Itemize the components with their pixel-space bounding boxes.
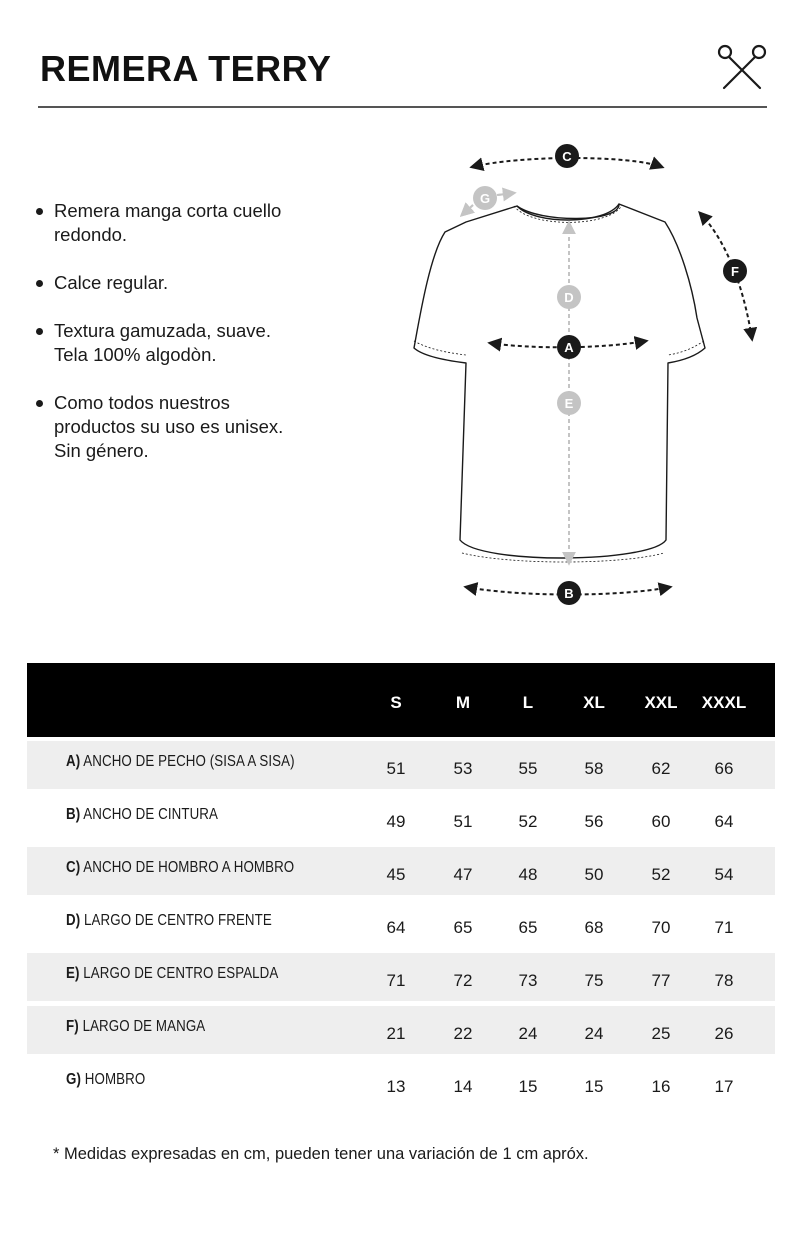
table-row: F) LARGO DE MANGA 21 22 24 24 25 26 — [27, 1006, 775, 1054]
tshirt-measurement-diagram — [400, 135, 780, 615]
page-title: REMERA TERRY — [40, 48, 332, 89]
svg-text:G: G — [479, 191, 491, 206]
header-divider — [38, 106, 767, 108]
size-header: XXL — [644, 693, 678, 712]
svg-text:B: B — [564, 586, 574, 601]
svg-text:E: E — [564, 396, 574, 411]
size-header: XXXL — [701, 693, 747, 712]
size-table — [27, 663, 775, 1112]
feature-item: Remera manga corta cuello redondo. — [34, 199, 354, 247]
svg-text:F: F — [731, 264, 739, 279]
feature-item: Textura gamuzada, suave. Tela 100% algodòn. — [34, 319, 354, 367]
marker-a — [557, 335, 581, 359]
marker-c — [555, 144, 579, 168]
table-row: G) HOMBRO 13 14 15 15 16 17 — [66, 1071, 734, 1096]
table-row: B) ANCHO DE CINTURA 49 51 52 56 60 64 — [66, 806, 734, 831]
size-header: S — [390, 693, 402, 712]
feature-item: Calce regular. — [34, 271, 354, 295]
table-row: A) ANCHO DE PECHO (SISA A SISA) 51 53 55 58 62 66 — [27, 741, 775, 789]
size-table-header — [27, 663, 775, 737]
svg-text:D: D — [564, 290, 574, 305]
marker-b — [557, 581, 581, 605]
size-header: XL — [583, 693, 605, 712]
table-row: C) ANCHO DE HOMBRO A HOMBRO 45 47 48 50 52 54 — [27, 847, 775, 895]
table-row: E) LARGO DE CENTRO ESPALDA 71 72 73 75 77 78 — [27, 953, 775, 1001]
svg-text:C: C — [562, 149, 572, 164]
feature-list — [34, 199, 354, 487]
marker-g — [473, 186, 497, 210]
footnote: * Medidas expresadas en cm, pueden tener una variación de 1 cm apróx. — [53, 1145, 589, 1163]
size-header: M — [455, 693, 471, 712]
marker-e — [557, 391, 581, 415]
scissors-icon — [716, 42, 768, 90]
feature-item: Como todos nuestros productos su uso es unisex. Sin género. — [34, 391, 354, 463]
marker-d — [557, 285, 581, 309]
size-header: L — [522, 693, 534, 712]
tshirt-outline — [414, 204, 705, 562]
table-row: D) LARGO DE CENTRO FRENTE 64 65 65 68 70 71 — [66, 912, 734, 937]
svg-text:A: A — [564, 340, 574, 355]
marker-f — [723, 259, 747, 283]
